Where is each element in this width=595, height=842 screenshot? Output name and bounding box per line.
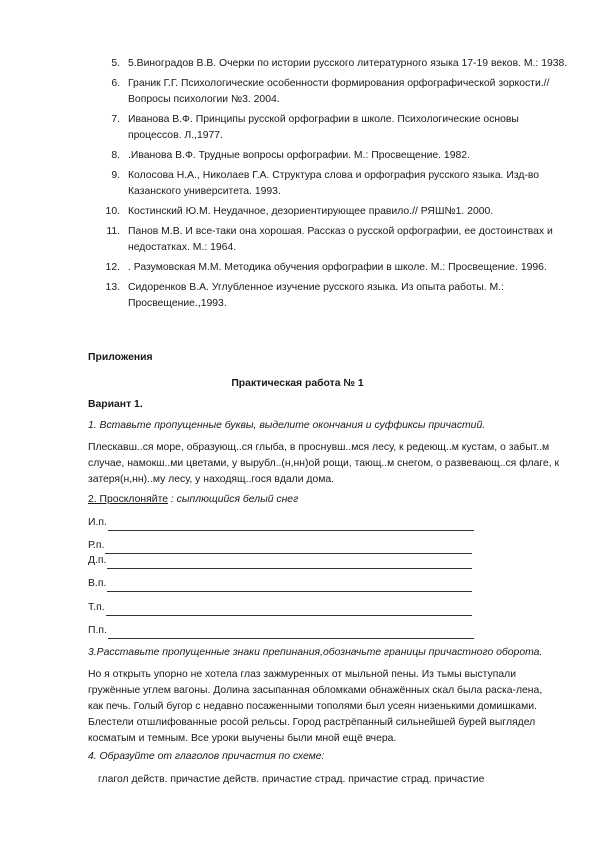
list-item-text: Сидоренков В.А. Углубленное изучение русского языка. Из опыта работы. М.: Просвещение.,1993. bbox=[128, 282, 504, 309]
case-label: П.п. bbox=[88, 625, 107, 636]
list-item-text: 5.Виноградов В.В. Очерки по истории русского литературного языка 17-19 веков. М.: 1938. bbox=[128, 58, 568, 69]
task4-instruction: 4. Образуйте от глаголов причастия по схеме: bbox=[88, 751, 325, 762]
list-item bbox=[88, 56, 568, 72]
task2-heading bbox=[88, 492, 560, 508]
case-label: Д.п. bbox=[88, 555, 107, 566]
answer-line[interactable] bbox=[108, 518, 474, 531]
list-item-number: 12. bbox=[105, 262, 120, 273]
case-label: И.п. bbox=[88, 517, 107, 528]
list-item-number: 6. bbox=[111, 78, 120, 89]
case-label: Т.п. bbox=[88, 602, 105, 613]
list-item-text: .Иванова В.Ф. Трудные вопросы орфографии. М.: Просвещение. 1982. bbox=[128, 150, 470, 161]
case-line bbox=[88, 538, 472, 554]
list-item-number: 9. bbox=[111, 170, 120, 181]
list-item bbox=[88, 112, 568, 144]
task2-phrase: : сыплющийся белый снег bbox=[168, 494, 299, 505]
case-label: В.п. bbox=[88, 578, 107, 589]
task3-instruction: 3.Расставьте пропущенные знаки препинания,обозначьте границы причастного оборота. bbox=[88, 647, 543, 658]
list-item bbox=[88, 204, 568, 220]
task1-instruction: 1. Вставьте пропущенные буквы, выделите окончания и суффиксы причастий. bbox=[88, 420, 486, 431]
case-line bbox=[88, 515, 474, 531]
list-item bbox=[88, 260, 568, 276]
list-item-text: Граник Г.Г. Психологические особенности формирования орфографической зоркости.// Вопросы психологии №3. 2004. bbox=[128, 78, 550, 105]
variant-heading: Вариант 1. bbox=[88, 399, 143, 410]
list-item-text: Иванова В.Ф. Принципы русской орфографии в школе. Психологические основы процессов. Л.,1977. bbox=[128, 114, 519, 141]
list-item bbox=[88, 76, 568, 108]
answer-line[interactable] bbox=[107, 579, 472, 592]
task4-scheme: глагол действ. причастие действ. причастие страд. причастие страд. причастие bbox=[98, 774, 485, 785]
practical-work-title: Практическая работа № 1 bbox=[231, 378, 364, 389]
answer-line[interactable] bbox=[107, 556, 472, 569]
list-item-text: Колосова Н.А., Николаев Г.А. Структура слова и орфография русского языка. Изд-во Казанского университета. 1993. bbox=[128, 170, 540, 197]
answer-line[interactable] bbox=[108, 626, 474, 639]
task2-label: 2. Просклоняйте bbox=[88, 494, 168, 505]
case-label: Р.п. bbox=[88, 540, 105, 551]
task3-text: Но я открыть упорно не хотела глаз зажмуренных от мыльной пены. Из тьмы выступали гружённые углем вагоны. Долина засыпанная обломками обнажённых скал была раска-лена, как печь. Голый бугор с недавно посаженными тополями был усеян низенькими домишками. Блестели отшлифованные росой рельсы. Город растрёпанный сильнейшей бурей выглядел косматым и темным. Все уроки выучены были мной ещё вчера. bbox=[88, 669, 543, 744]
list-item-number: 5. bbox=[111, 58, 120, 69]
list-item-number: 13. bbox=[105, 282, 120, 293]
case-line bbox=[88, 600, 472, 616]
list-item bbox=[88, 224, 568, 256]
list-item-text: . Разумовская М.М. Методика обучения орфографии в школе. М.: Просвещение. 1996. bbox=[128, 262, 547, 273]
list-item-text: Костинский Ю.М. Неудачное, дезориентирующее правило.// РЯШ№1. 2000. bbox=[128, 206, 494, 217]
list-item-number: 7. bbox=[111, 114, 120, 125]
list-item-text: Панов М.В. И все-таки она хорошая. Рассказ о русской орфографии, ее достоинствах и недостатках. М.: 1964. bbox=[128, 226, 553, 253]
list-item-number: 8. bbox=[111, 150, 120, 161]
list-item bbox=[88, 148, 568, 164]
task1-text: Плескавш..ся море, образующ..ся глыба, в проснувш..мся лесу, к редеющ..м кустам, о забыт..м случае, намокш..ми цветами, у вырубл..(н,нн)ой рощи, тающ..м снегом, о развевающ..ся флаге, к затеря(н,нн)..му лесу, у находящ..гося вдали дома. bbox=[88, 442, 560, 485]
appendix-heading: Приложения bbox=[88, 352, 153, 363]
list-item-number: 10. bbox=[105, 206, 120, 217]
case-line bbox=[88, 623, 474, 639]
list-item-number: 11. bbox=[106, 226, 120, 237]
case-line bbox=[88, 553, 472, 569]
reference-list bbox=[88, 56, 568, 316]
answer-line[interactable] bbox=[106, 603, 472, 616]
list-item bbox=[88, 280, 568, 312]
list-item bbox=[88, 168, 568, 200]
case-line bbox=[88, 576, 472, 592]
